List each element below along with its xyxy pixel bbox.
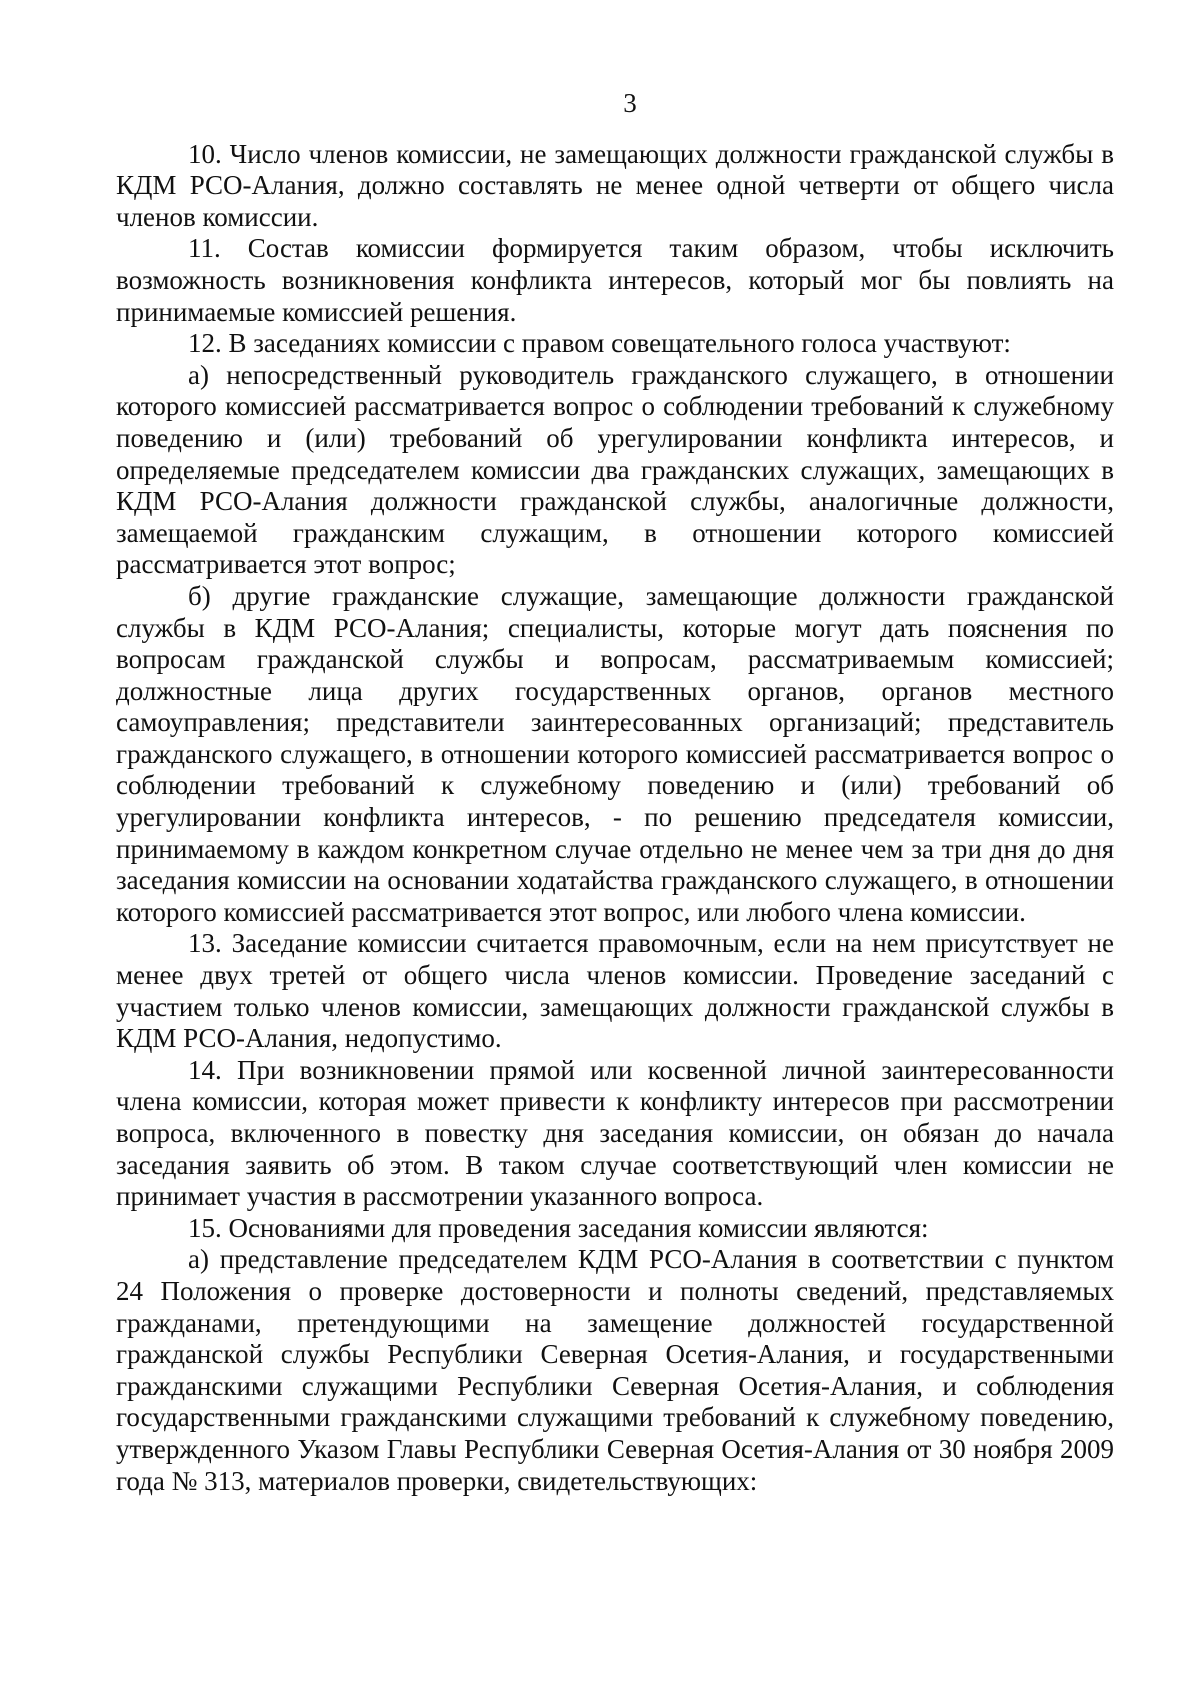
paragraph-12-b: б) другие гражданские служащие, замещающие должности гражданской службы в КДМ РСО-Алания; специалисты, которые могут дать пояснения по вопросам гражданской службы и вопросам, рассматриваемым комиссией; должностные лица других государственных органов, органов местного самоуправления; представители заинтересованных организаций; представитель гражданского служащего, в отношении которого комиссией рассматривается вопрос о соблюдении требований к служебному поведению и (или) требований об урегулировании конфликта интересов, - по решению председателя комиссии, принимаемому в каждом конкретном случае отдельно не менее чем за три дня до дня заседания комиссии на основании ходатайства гражданского служащего, в отношении которого комиссией рассматривается этот вопрос, или любого члена комиссии.	[116, 580, 1114, 927]
paragraph-13: 13. Заседание комиссии считается правомочным, если на нем присутствует не менее двух третей от общего числа членов комиссии. Проведение заседаний с участием только членов комиссии, замещающих должности гражданской службы в КДМ РСО-Алания, недопустимо.	[116, 928, 1114, 1054]
paragraph-10: 10. Число членов комиссии, не замещающих должности гражданской службы в КДМ РСО-Алания, должно составлять не менее одной четверти от общего числа членов комиссии.	[116, 138, 1114, 232]
document-page	[116, 88, 1114, 1497]
paragraph-11: 11. Состав комиссии формируется таким образом, чтобы исключить возможность возникновения конфликта интересов, который мог бы повлиять на принимаемые комиссией решения.	[116, 233, 1114, 327]
paragraph-15: 15. Основаниями для проведения заседания комиссии являются:	[188, 1212, 929, 1243]
paragraph-14: 14. При возникновении прямой или косвенной личной заинтересованности члена комиссии, которая может привести к конфликту интересов при рассмотрении вопроса, включенного в повестку дня заседания комиссии, он обязан до начала заседания заявить об этом. В таком случае соответствующий член комиссии не принимает участия в рассмотрении указанного вопроса.	[116, 1054, 1114, 1212]
paragraph-15-a: а) представление председателем КДМ РСО-Алания в соответствии с пунктом 24 Положения о проверке достоверности и полноты сведений, представляемых гражданами, претендующими на замещение должностей государственной гражданской службы Республики Северная Осетия-Алания, и государственными гражданскими служащими Республики Северная Осетия-Алания, и соблюдения государственными гражданскими служащими требований к служебному поведению, утвержденного Указом Главы Республики Северная Осетия-Алания от 30 ноября 2009 года № 313, материалов проверки, свидетельствующих:	[116, 1244, 1114, 1496]
paragraph-12-a: а) непосредственный руководитель гражданского служащего, в отношении которого комиссией рассматривается вопрос о соблюдении требований к служебному поведению и (или) требований об урегулировании конфликта интересов, и определяемые председателем комиссии два гражданских служащих, замещающих в КДМ РСО-Алания должности гражданской службы, аналогичные должности, замещаемой гражданским служащим, в отношении которого комиссией рассматривается этот вопрос;	[116, 359, 1114, 580]
page-number: 3	[623, 88, 637, 118]
paragraph-12: 12. В заседаниях комиссии с правом совещательного голоса участвуют:	[188, 328, 1011, 359]
